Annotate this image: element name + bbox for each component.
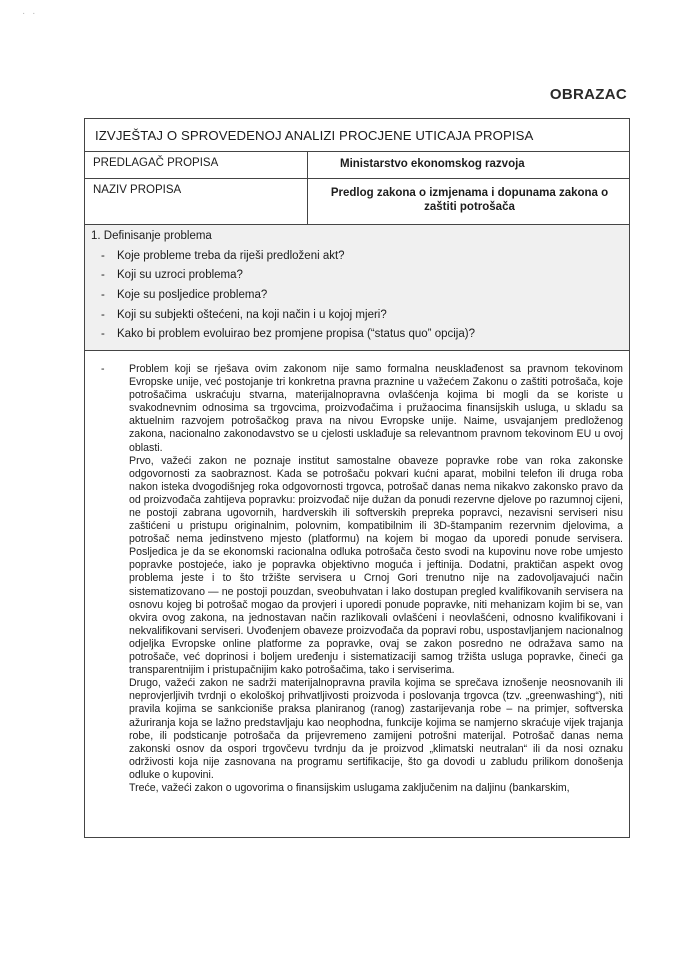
answer-paragraph: Prvo, važeći zakon ne poznaje institut samostalne obaveze popravke robe van roka zakonske odgovornosti za saobraznost. Kada se potrošaču pokvari kućni aparat, mobilni telefon ili druga roba nakon isteka dvogodišnjeg roka odgovornosti trgovca, potrošač danas nema nikakvo zakonsko pravo da od proizvođača zahtijeva popravku: proizvođač nije dužan da ponudi rezervne djelove po razumnoj cijeni, ne postoji zabrana ugovornih, hardverskih ili softverskih prepreka popravci, nezavisni serviseri nisu zaštićeni u pristupu originalnim, polovnim, kompatibilnim ili 3D-štampanim rezervnim djelovima, a potrošač nema jedinstveno mjesto (platformu) na kojem bi mogao da uporedi ponude servisera. Posljedica je da se ekonomski racionalna odluka potrošača često svodi na kupovinu nove robe umjesto popravke postojeće, iako je popravka objektivno moguća i jeftinija. Dodatni, praktičan aspekt ovog problema jeste i to što tržište servisera u Crnoj Gori trenutno nije na zadovoljavajući način sistematizovano — ne postoji pouzdan, sveobuhvatan i lako dostupan pregled kvalifikovanih servisera na osnovu kojeg bi potrošač mogao da provjeri i uporedi ponude popravke, niti mehanizam kojim bi se, van okvira ovog zakona, na jednostavan način razlikovali ovlašćeni i neovlašćeni, odnosno kvalifikovani i nekvalifikovani serviseri. Uvođenjem obaveze proizvođača da popravi robu, uspostavljanjem nacionalnog odjeljka Evropske online platforme za popravke, ovaj se zakon posredno ne odražava samo na potrošače, već doprinosi i boljem uređenju i sistematizaciji samog tržišta usluga popravke, čineći ga transparentnijim i pristupačnijim kako potrošačima, tako i serviserima. bbox=[129, 454, 623, 677]
question-text: Koje probleme treba da riješi predloženi akt? bbox=[117, 249, 345, 262]
form-label: OBRAZAC bbox=[549, 86, 627, 103]
problem-questions bbox=[85, 225, 629, 351]
bullet-dash: - bbox=[101, 362, 105, 375]
question-item: - Koje probleme treba da riješi predloženi akt? bbox=[101, 249, 345, 262]
proposer-row bbox=[85, 152, 629, 179]
regulation-name-label: NAZIV PROPISA bbox=[85, 179, 308, 224]
answer-text bbox=[129, 363, 623, 795]
question-item: - Koji su subjekti oštećeni, na koji način i u kojoj mjeri? bbox=[101, 308, 387, 321]
report-table bbox=[84, 118, 630, 838]
question-text: Koje su posljedice problema? bbox=[117, 288, 268, 301]
question-item: - Koji su uzroci problema? bbox=[101, 269, 243, 282]
proposer-label: PREDLAGAČ PROPISA bbox=[85, 152, 308, 178]
answer-paragraph: Drugo, važeći zakon ne sadrži materijalnopravna pravila kojima se sprečava iznošenje neosnovanih ili neprovjerljivih tvrdnji o ekološkoj prihvatljivosti proizvoda i poslovanja trgovca (tzv. „greenwashing“), niti pravila kojima se sankcioniše praksa planiranog (ranog) zastarijevanja robe – na primjer, softverska ažuriranja koja se lažno predstavljaju kao neophodna, funkcije kojima se namjerno skraćuje vijek trajanja robe, ili podsticanje potrošača da prijevremeno zamijeni potrošni materijal. Potrošač danas nema zakonski osnov da ospori trgovčevu tvrdnju da je proizvod „klimatski neutralan“ ili da nosi oznaku održivosti koja nije zasnovana na programu sertifikacije, što ga dovodi u zabludu prilikom donošenja odluke o kupovini. bbox=[129, 677, 623, 781]
question-text: Kako bi problem evoluirao bez promjene propisa (“status quo” opcija)? bbox=[117, 328, 475, 341]
regulation-name-value: Predlog zakona o izmjenama i dopunama zakona o zaštiti potrošača bbox=[330, 187, 609, 213]
answer-body bbox=[101, 363, 623, 795]
answer-paragraph: Problem koji se rješava ovim zakonom nije samo formalna neusklađenost sa pravnom tekovinom Evropske unije, već postojanje tri konkretna pravna praznine u važećem Zakonu o zaštiti potrošača, koje potrošačima uskraćuju stvarna, materijalnopravna ovlašćenja kojima bi mogli da se koriste u svakodnevnim odnosima sa trgovcima, proizvođačima i pružaocima finansijskih usluga, u skladu sa aktuelnim razvojem potrošačkog prava na nivou Evropske unije. Naime, usvajanjem predloženog zakona, nacionalno zakonodavstvo se u cjelosti usklađuje sa relevantnom pravnom tekovinom EU u ovoj oblasti. bbox=[129, 362, 623, 454]
question-text: Koji su subjekti oštećeni, na koji način i u kojoj mjeri? bbox=[117, 308, 387, 321]
question-item: - Kako bi problem evoluirao bez promjene propisa (“status quo” opcija)? bbox=[101, 328, 475, 341]
question-item: - Koje su posljedice problema? bbox=[101, 288, 268, 301]
problem-answer bbox=[85, 351, 629, 837]
scan-mark: · · bbox=[22, 8, 38, 19]
question-text: Koji su uzroci problema? bbox=[117, 269, 243, 282]
report-title: IZVJEŠTAJ O SPROVEDENOJ ANALIZI PROCJENE UTICAJA PROPISA bbox=[85, 119, 629, 152]
proposer-value: Ministarstvo ekonomskog razvoja bbox=[340, 158, 525, 170]
regulation-name-row bbox=[85, 179, 629, 225]
section-heading: 1. Definisanje problema bbox=[91, 230, 212, 242]
answer-paragraph: Treće, važeći zakon o ugovorima o finansijskim uslugama zaključenim na daljinu (bankarskim, bbox=[129, 781, 570, 794]
